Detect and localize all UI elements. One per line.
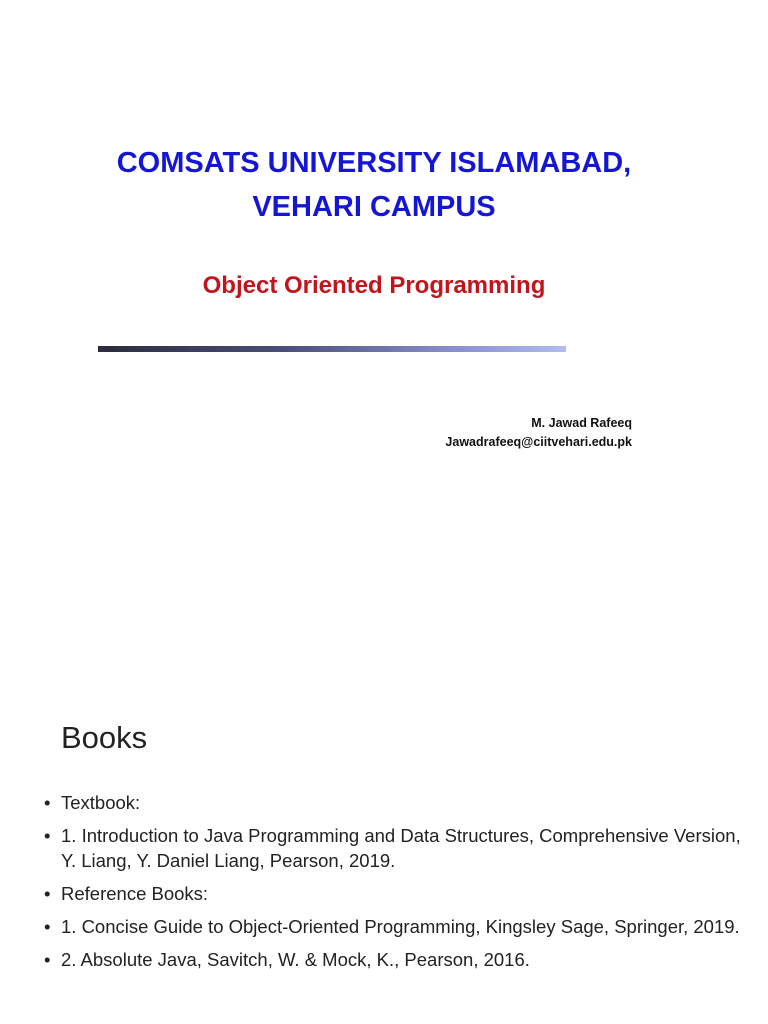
university-name-line-1: COMSATS UNIVERSITY ISLAMABAD, [116, 147, 632, 179]
author-email: Jawadrafeeq@ciitvehari.edu.pk [445, 435, 632, 449]
course-title: Object Oriented Programming [202, 272, 546, 299]
list-item [44, 914, 744, 939]
bullet-icon: • [44, 792, 51, 813]
books-heading: Books [61, 720, 148, 755]
author-name: M. Jawad Rafeeq [531, 416, 632, 430]
bullet-icon: • [44, 949, 51, 970]
books-slide [0, 700, 768, 1024]
bullet-icon: • [44, 883, 51, 904]
list-item [44, 881, 744, 906]
list-item-text: 1. Introduction to Java Programming and Data Structures, Comprehensive Version, Y. Liang, Y. Daniel Liang, Pearson, 2019. [61, 825, 741, 871]
list-item-text: Textbook: [61, 792, 141, 813]
book-list [44, 790, 744, 980]
list-item [44, 790, 744, 815]
university-name-line-2: VEHARI CAMPUS [252, 191, 496, 223]
list-item-text: Reference Books: [61, 883, 209, 904]
list-item [44, 823, 744, 873]
list-item-text: 1. Concise Guide to Object-Oriented Programming, Kingsley Sage, Springer, 2019. [61, 916, 740, 937]
bullet-icon: • [44, 825, 51, 846]
author-block [445, 414, 632, 452]
bullet-icon: • [44, 916, 51, 937]
list-item [44, 947, 744, 972]
list-item-text: 2. Absolute Java, Savitch, W. & Mock, K., Pearson, 2016. [61, 949, 530, 970]
gradient-divider [98, 346, 566, 352]
